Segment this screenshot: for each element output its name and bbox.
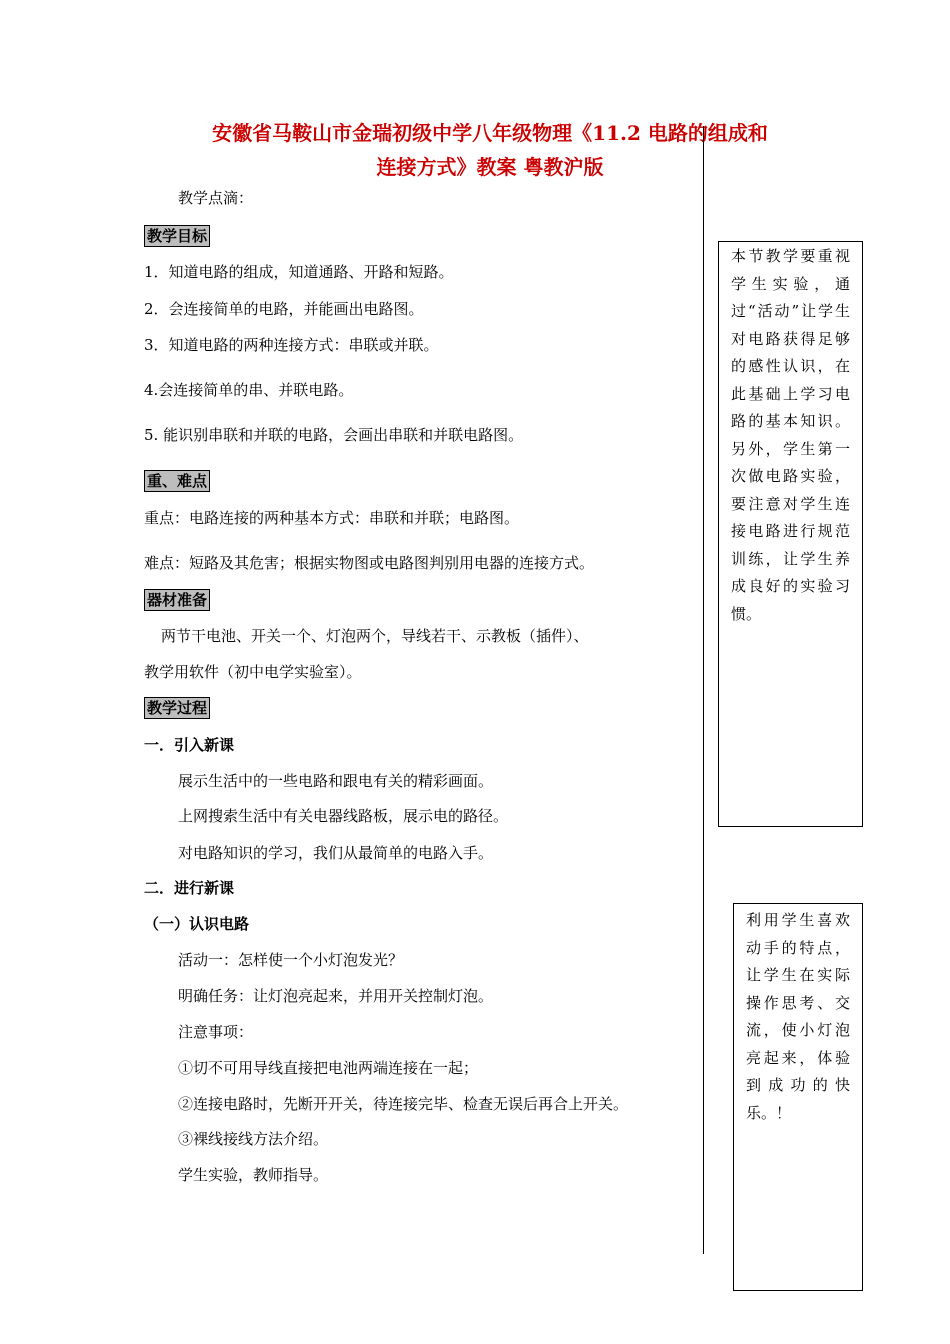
materials-line: 两节干电池、开关一个、灯泡两个，导线若干、示教板（插件）、 <box>161 627 589 645</box>
process-part1-line: 对电路知识的学习，我们从最简单的电路入手。 <box>178 844 494 862</box>
materials-line: 教学用软件（初中电学实验室）。 <box>144 663 362 681</box>
objective-item: 2．会连接简单的电路，并能画出电路图。 <box>144 300 424 318</box>
section-heading-process: 教学过程 <box>144 697 210 719</box>
process-sub1-line: 明确任务：让灯泡亮起来，并用开关控制灯泡。 <box>178 987 494 1005</box>
process-part2-heading: 二．进行新课 <box>144 879 235 897</box>
side-note-box: 本节教学要重视学生实验，通过“活动”让学生对电路获得足够的感性认识，在此基础上学习电路的基本知识。另外，学生第一次做电路实验，要注意对学生连接电路进行规范训练，让学生养成良好的实验习惯。 <box>718 241 863 827</box>
objective-item: 1．知道电路的组成，知道通路、开路和短路。 <box>144 263 454 281</box>
process-sub1-line: 学生实验，教师指导。 <box>178 1166 329 1184</box>
objective-item: 3．知道电路的两种连接方式：串联或并联。 <box>144 336 439 354</box>
process-sub1-line: ③裸线接线方法介绍。 <box>178 1130 329 1148</box>
section-heading-key-points: 重、难点 <box>144 470 210 492</box>
document-title-line-2: 连接方式》教案 粤教沪版 <box>376 155 604 179</box>
side-note-box: 利用学生喜欢动手的特点，让学生在实际操作思考、交流，使小灯泡亮起来，体验到成功的快乐。！ <box>733 903 863 1291</box>
process-sub1-line: 注意事项： <box>178 1023 254 1041</box>
key-point-difficulty: 难点：短路及其危害；根据实物图或电路图判别用电器的连接方式。 <box>144 554 595 572</box>
document-title <box>150 116 830 184</box>
process-part1-heading: 一．引入新课 <box>144 736 235 754</box>
intro-label: 教学点滴： <box>178 189 254 207</box>
process-sub1-line: ②连接电路时，先断开开关，待连接完毕、检查无误后再合上开关。 <box>178 1095 629 1113</box>
process-sub1-heading: （一）认识电路 <box>144 915 250 933</box>
section-heading-objectives: 教学目标 <box>144 225 210 247</box>
objective-item: 5. 能识别串联和并联的电路，会画出串联和并联电路图。 <box>144 426 524 444</box>
process-part1-line: 展示生活中的一些电路和跟电有关的精彩画面。 <box>178 772 494 790</box>
process-sub1-line: ①切不可用导线直接把电池两端连接在一起； <box>178 1059 479 1077</box>
margin-divider-line <box>703 126 704 1254</box>
key-point-focus: 重点：电路连接的两种基本方式：串联和并联；电路图。 <box>144 509 520 527</box>
process-part1-line: 上网搜索生活中有关电器线路板，展示电的路径。 <box>178 807 509 825</box>
process-sub1-line: 活动一：怎样使一个小灯泡发光？ <box>178 951 404 969</box>
section-heading-materials: 器材准备 <box>144 589 210 611</box>
document-title-line-1: 安徽省马鞍山市金瑞初级中学八年级物理《11.2 电路的组成和 <box>212 121 768 145</box>
objective-item: 4.会连接简单的串、并联电路。 <box>144 381 354 399</box>
